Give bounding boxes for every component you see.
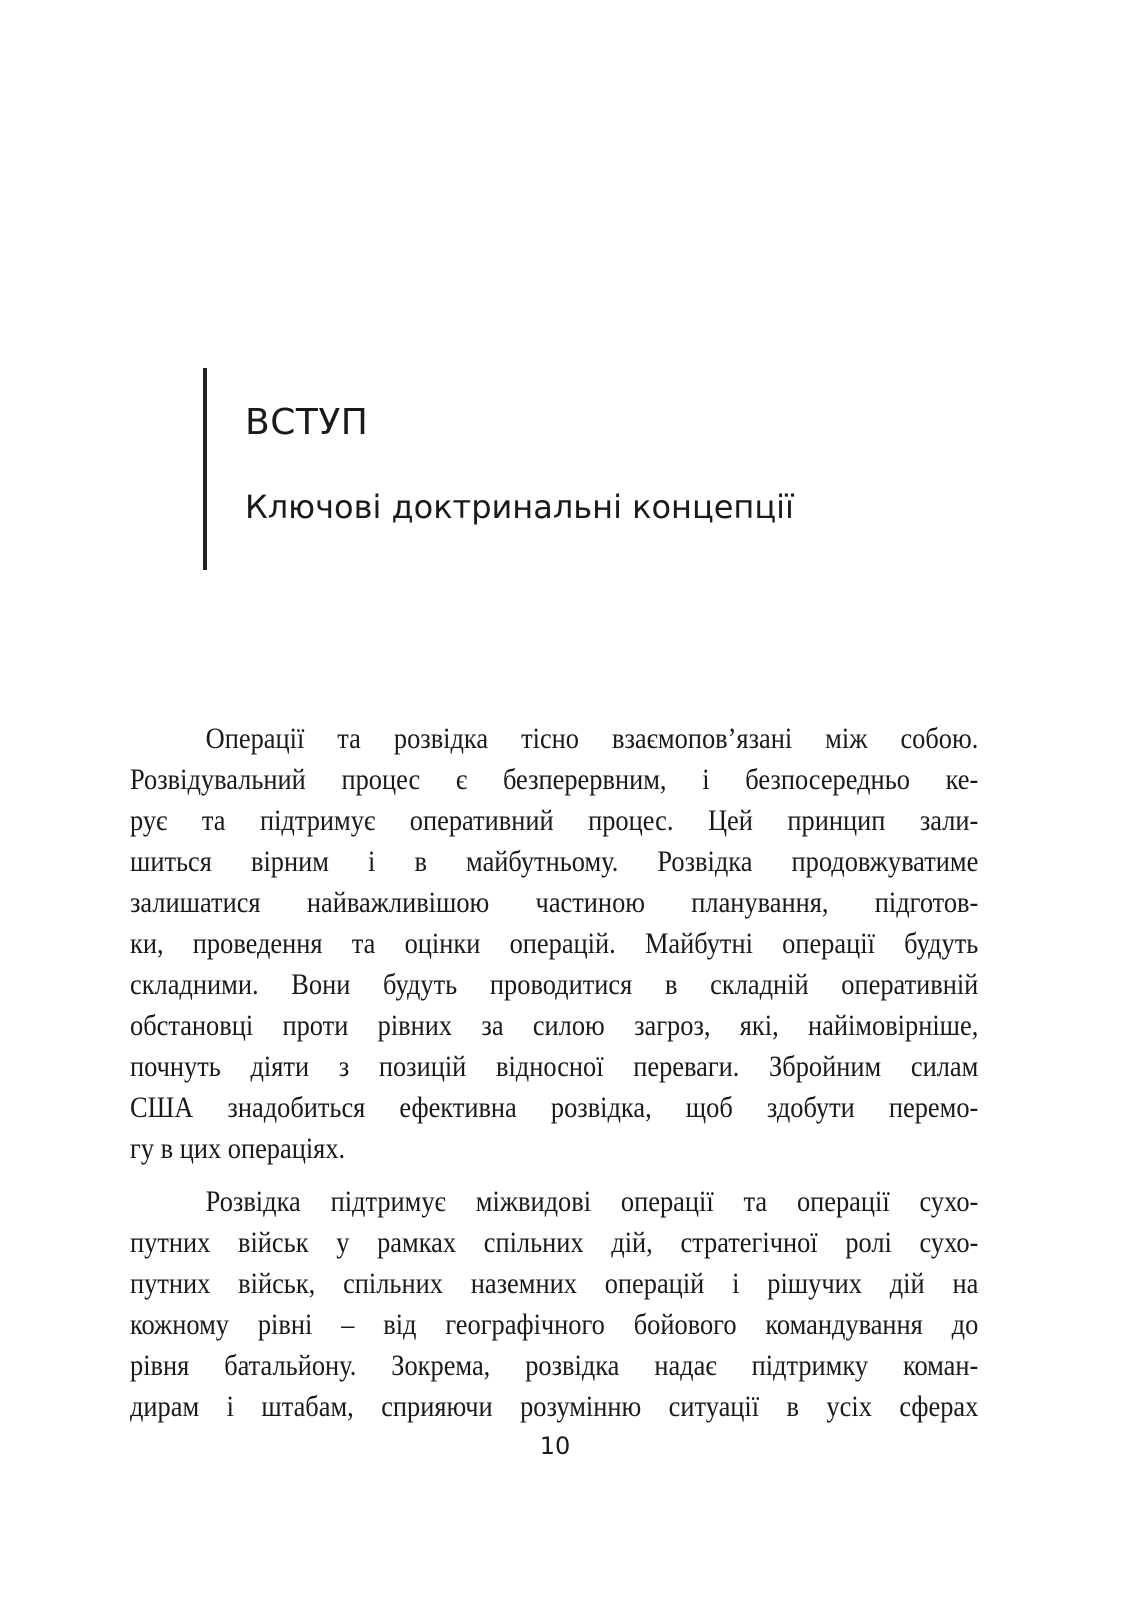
text-line: рує та підтримує оперативний процес. Цей принцип зали- <box>130 804 979 837</box>
body-text <box>130 718 978 1427</box>
paragraph <box>130 1181 978 1427</box>
text-line: почнуть діяти з позицій відносної переваги. Збройним силам <box>130 1050 979 1083</box>
chapter-subtitle: Ключові доктринальні концепції <box>245 488 794 526</box>
text-line: путних військ, спільних наземних операцій і рішучих дій на <box>130 1267 979 1300</box>
text-line: ки, проведення та оцінки операцій. Майбутні операції будуть <box>130 927 979 960</box>
paragraph <box>130 718 978 1169</box>
text-line: обстановці проти рівних за силою загроз, які, найімовірніше, <box>130 1009 979 1042</box>
text-line: Операції та розвідка тісно взаємопов’язані між собою. <box>205 722 979 755</box>
text-line: путних військ у рамках спільних дій, стратегічної ролі сухо- <box>130 1226 979 1259</box>
heading-accent-bar <box>203 368 207 570</box>
text-line: залишатися найважливішою частиною планування, підготов- <box>130 886 979 919</box>
text-line: кожному рівні – від географічного бойового командування до <box>130 1308 979 1341</box>
text-line: складними. Вони будуть проводитися в складній оперативній <box>130 968 979 1001</box>
page-number: 10 <box>539 1432 571 1460</box>
text-line: Розвідка підтримує міжвидові операції та операції сухо- <box>205 1185 979 1218</box>
text-line: гу в цих операціях. <box>130 1132 346 1165</box>
text-line: США знадобиться ефективна розвідка, щоб здобути перемо- <box>130 1091 979 1124</box>
text-line: Розвідувальний процес є безперервним, і безпосередньо ке- <box>130 763 979 796</box>
text-line: шиться вірним і в майбутньому. Розвідка продовжуватиме <box>130 845 979 878</box>
text-line: дирам і штабам, сприяючи розумінню ситуації в усіх сферах <box>130 1390 979 1423</box>
chapter-title: ВСТУП <box>245 402 369 443</box>
text-line: рівня батальйону. Зокрема, розвідка надає підтримку коман- <box>130 1349 979 1382</box>
